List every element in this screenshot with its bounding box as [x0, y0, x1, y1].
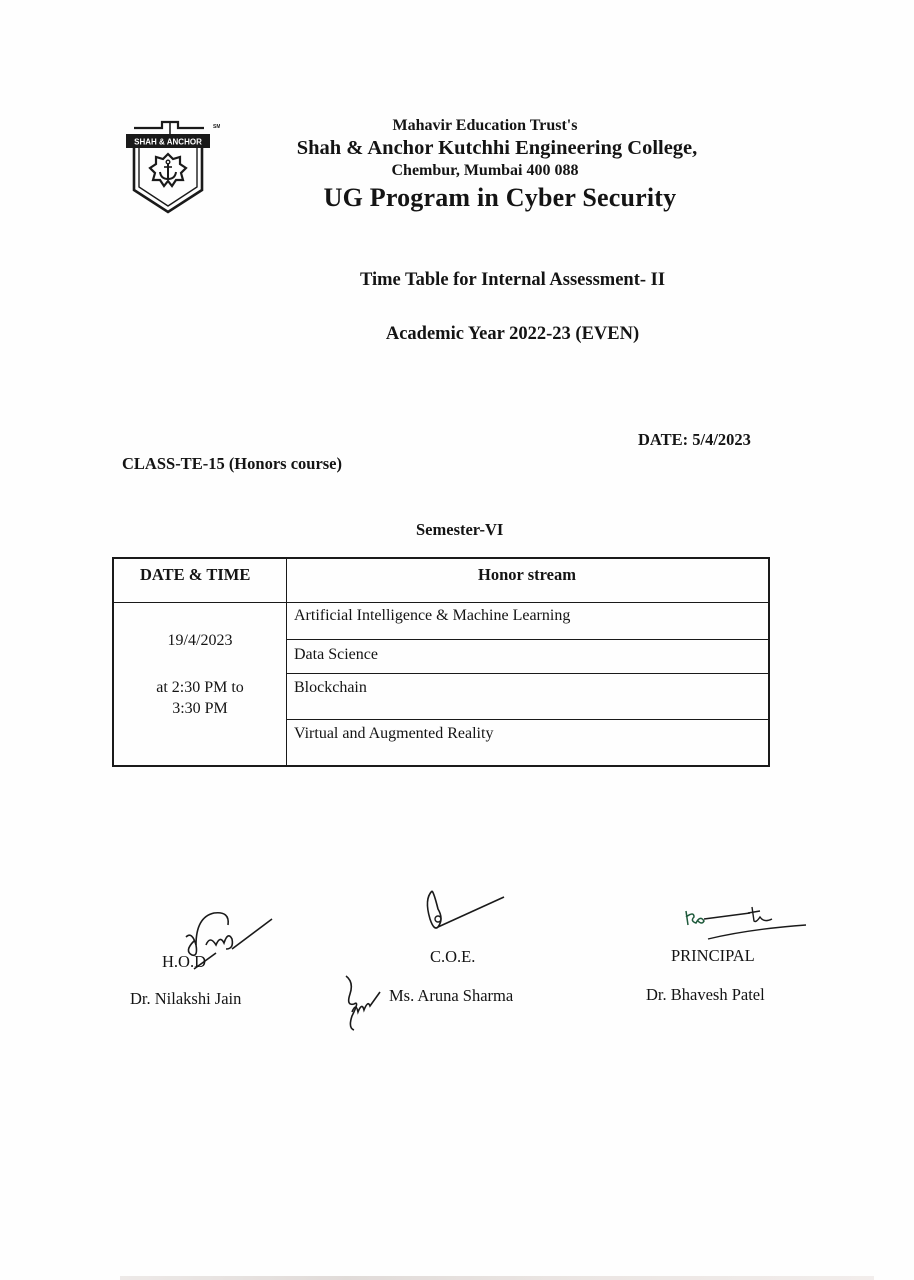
college-logo — [120, 116, 220, 216]
semester-label: Semester-VI — [416, 520, 504, 539]
date-time-cell — [114, 603, 286, 765]
column-header-date-time: DATE & TIME — [140, 565, 251, 584]
row-divider — [286, 673, 768, 674]
exam-time-end: 3:30 PM — [172, 700, 228, 717]
college-name: Shah & Anchor Kutchhi Engineering College, — [296, 137, 698, 159]
coe-initials-signature-icon — [340, 972, 385, 1034]
principal-signature-icon — [680, 905, 810, 945]
svg-text:SHAH & ANCHOR: SHAH & ANCHOR — [134, 137, 202, 147]
table-row-stream: Blockchain — [294, 679, 367, 696]
table-row-stream: Data Science — [294, 646, 378, 663]
table-row-stream: Virtual and Augmented Reality — [294, 725, 494, 742]
college-address: Chembur, Mumbai 400 088 — [391, 162, 579, 179]
timetable-title: Time Table for Internal Assessment- II — [359, 270, 666, 290]
program-name: UG Program in Cyber Security — [323, 183, 677, 212]
exam-time-start: at 2:30 PM to — [156, 679, 244, 696]
shah-anchor-crest-icon — [120, 116, 220, 216]
row-divider — [286, 719, 768, 720]
hod-signature-icon — [170, 905, 280, 985]
row-divider — [286, 639, 768, 640]
column-header-honor-stream: Honor stream — [478, 565, 576, 584]
academic-year: Academic Year 2022-23 (EVEN) — [385, 324, 640, 344]
hod-role: H.O.D — [162, 952, 206, 971]
column-divider — [286, 559, 287, 765]
exam-date: 19/4/2023 — [167, 632, 233, 649]
trust-name: Mahavir Education Trust's — [392, 117, 578, 134]
coe-role: C.O.E. — [430, 947, 476, 966]
hod-name: Dr. Nilakshi Jain — [130, 989, 242, 1008]
timetable — [112, 557, 770, 767]
document-date: DATE: 5/4/2023 — [638, 430, 751, 449]
coe-signature-icon — [420, 885, 510, 945]
principal-name: Dr. Bhavesh Patel — [646, 985, 765, 1004]
coe-name: Ms. Aruna Sharma — [389, 986, 514, 1005]
table-row-stream: Artificial Intelligence & Machine Learning — [294, 607, 571, 624]
class-label: CLASS-TE-15 (Honors course) — [122, 454, 343, 473]
principal-role: PRINCIPAL — [671, 946, 755, 965]
page-bottom-edge — [120, 1276, 874, 1280]
svg-text:SM: SM — [213, 124, 220, 130]
